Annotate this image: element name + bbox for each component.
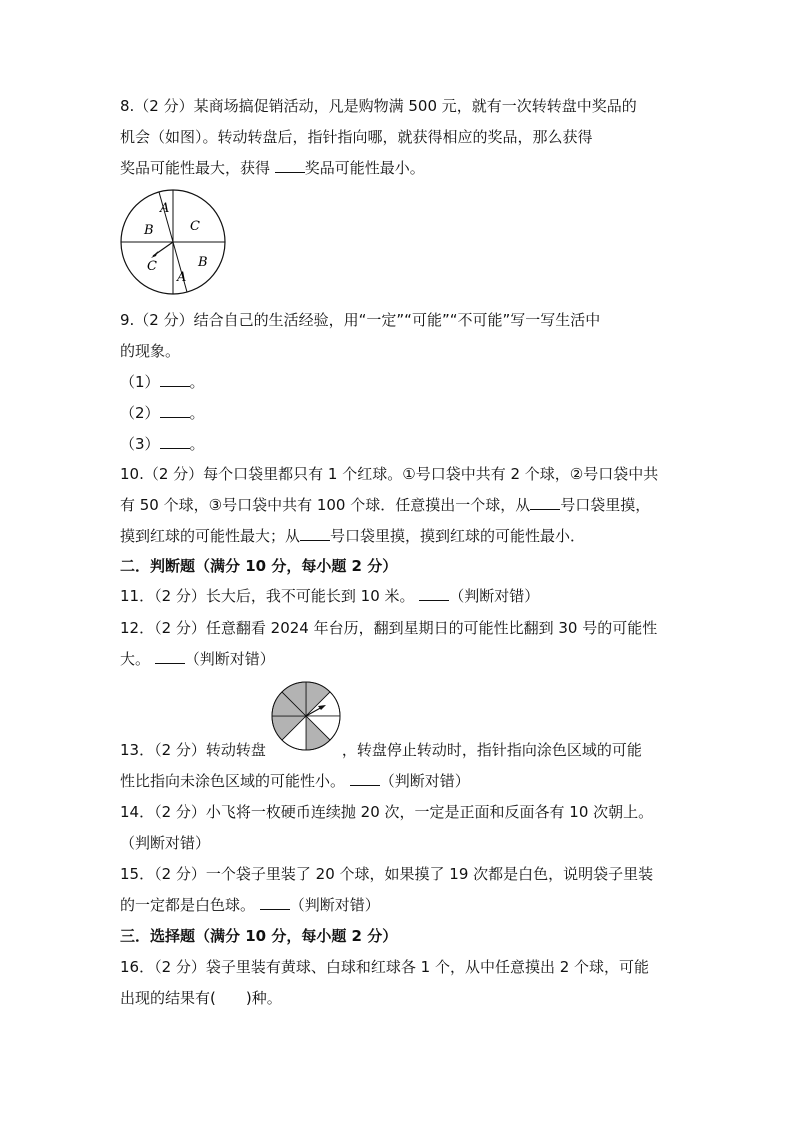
q8-line-1: 8.（2 分）某商场搞促销活动，凡是购物满 500 元，就有一次转转盘中奖品的 [120, 97, 637, 115]
q9-line-1: 9.（2 分）结合自己的生活经验，用“一定”“可能”“不可能”写一写生活中 [120, 311, 601, 329]
q10-line-3: 摸到红球的可能性最大；从 号口袋里摸，摸到红球的可能性最小． [120, 527, 586, 545]
section-heading: 三．选择题（满分 10 分，每小题 2 分） [120, 927, 398, 945]
q14-line-2: （判断对错） [120, 834, 211, 852]
prize-spinner-diagram [119, 188, 229, 298]
sector-label: B [144, 223, 154, 238]
q9-item-3: （3） 。 [120, 435, 205, 453]
sector-label: A [160, 201, 170, 216]
answer-blank[interactable] [530, 495, 560, 510]
sector-label: C [190, 219, 200, 234]
answer-blank[interactable] [300, 526, 330, 541]
q15-line-1: 15．（2 分）一个袋子里装了 20 个球，如果摸了 19 次都是白色，说明袋子里装 [120, 865, 654, 883]
q10-line-1: 10.（2 分）每个口袋里都只有 1 个红球。①号口袋中共有 2 个球，②号口袋中共 [120, 465, 659, 483]
q15-line-2: 的一定都是白色球。 （判断对错） [120, 896, 380, 914]
answer-blank[interactable] [350, 771, 380, 786]
answer-blank[interactable] [260, 895, 290, 910]
answer-blank[interactable] [419, 586, 449, 601]
q12-line-2: 大。 （判断对错） [120, 650, 275, 668]
answer-blank[interactable] [160, 434, 190, 449]
answer-blank[interactable] [275, 158, 305, 173]
q9-line-2: 的现象。 [120, 342, 181, 360]
sector-label: B [198, 255, 208, 270]
q8-line-2: 机会（如图）。转动转盘后，指针指向哪，就获得相应的奖品，那么获得 [120, 128, 593, 146]
q14-line-1: 14．（2 分）小飞将一枚硬币连续抛 20 次，一定是正面和反面各有 10 次朝上。 [120, 803, 654, 821]
q16-line-2: 出现的结果有( )种。 [120, 989, 282, 1007]
answer-blank[interactable] [160, 372, 190, 387]
q8-line-3: 奖品可能性最大，获得 奖品可能性最小。 [120, 159, 425, 177]
sector-label: C [147, 259, 157, 274]
q9-item-1: （1） 。 [120, 373, 205, 391]
section-heading: 二．判断题（满分 10 分，每小题 2 分） [120, 557, 398, 575]
q12-line-1: 12．（2 分）任意翻看 2024 年台历，翻到星期日的可能性比翻到 30 号的可能性 [120, 619, 658, 637]
sector-label: A [177, 270, 187, 285]
q9-item-2: （2） 。 [120, 404, 205, 422]
q10-line-2: 有 50 个球，③号口袋中共有 100 个球．任意摸出一个球，从 号口袋里摸， [120, 496, 651, 514]
q13-line-2: 性比指向未涂色区域的可能性小。 （判断对错） [120, 772, 470, 790]
answer-blank[interactable] [155, 649, 185, 664]
q16-line-1: 16．（2 分）袋子里装有黄球、白球和红球各 1 个，从中任意摸出 2 个球，可能 [120, 958, 650, 976]
q13-line-1: 13．（2 分）转动转盘 ，转盘停止转动时，指针指向涂色区域的可能 [120, 741, 642, 759]
q11: 11．（2 分）长大后，我不可能长到 10 米。 （判断对错） [120, 587, 540, 605]
answer-blank[interactable] [160, 403, 190, 418]
